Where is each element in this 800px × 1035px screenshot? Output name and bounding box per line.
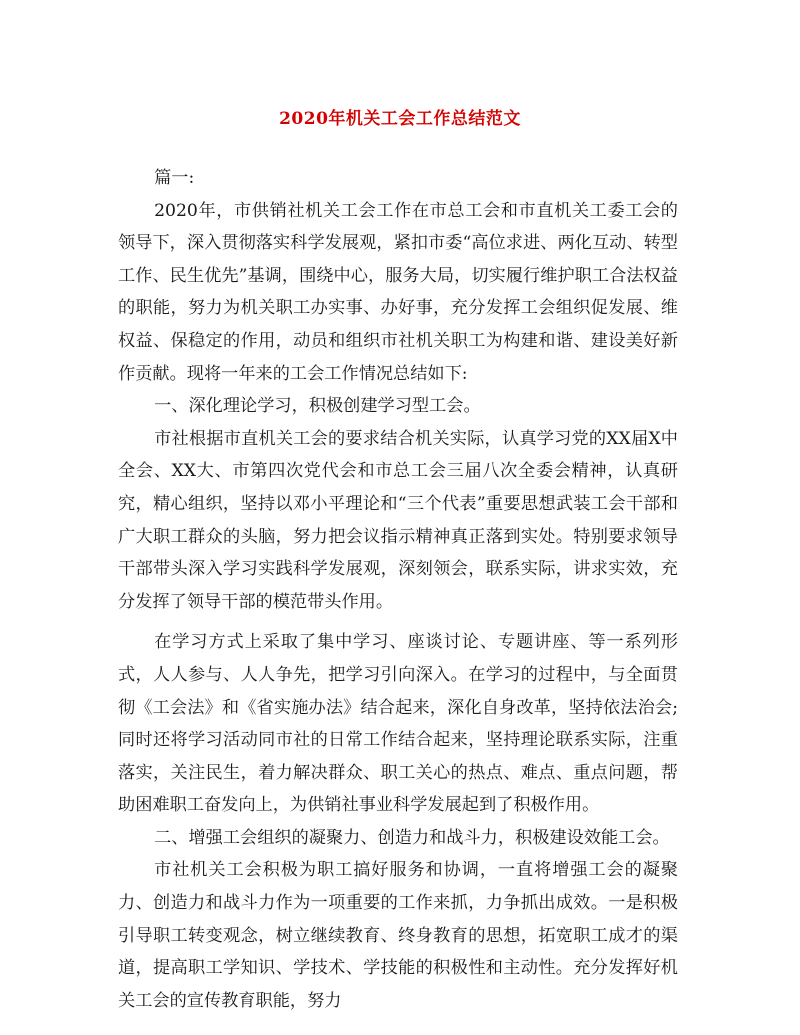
- paragraph-section-label: 篇一:: [154, 168, 195, 188]
- document-title: 2020年机关工会工作总结范文: [279, 109, 521, 129]
- document-body: [118, 162, 678, 1017]
- paragraph-intro: 2020年，市供销社机关工会工作在市总工会和市直机关工委工会的领导下，深入贯彻落实科学发展观，紧扣市委“高位求进、两化互动、转型工作、民生优先”基调，围绕中心，服务大局，切实履行维护职工合法权益的职能，努力为机关职工办实事、办好事，充分发挥工会组织促发展、维权益、保稳定的作用，动员和组织市社机关职工为构建和谐、建设美好新作贡献。现将一年来的工会工作情况总结如下:: [118, 200, 678, 384]
- heading-section-1: 一、深化理论学习，积极创建学习型工会。: [154, 396, 481, 417]
- paragraph-section-2-a: 市社机关工会积极为职工搞好服务和协调，一直将增强工会的凝聚力、创造力和战斗力作为一项重要的工作来抓，力争抓出成效。一是积极引导职工转变观念，树立继续教育、终身教育的思想，拓宽职工成才的渠道，提高职工学知识、学技术、学技能的积极性和主动性。充分发挥好机关工会的宣传教育职能，努力: [118, 860, 678, 1011]
- paragraph-section-1-a: 市社根据市直机关工会的要求结合机关实际，认真学习党的XX届X中全会、XX大、市第四次党代会和市总工会三届八次全委会精神，认真研究，精心组织，坚持以邓小平理论和“三个代表”重要思想武装工会干部和广大职工群众的头脑，努力把会议指示精神真正落到实处。特别要求领导干部带头深入学习实践科学发展观，深刻领会，联系实际，讲求实效，充分发挥了领导干部的模范带头作用。: [118, 428, 678, 612]
- heading-section-2: 二、增强工会组织的凝聚力、创造力和战斗力，积极建设效能工会。: [154, 827, 670, 848]
- paragraph-section-1-b: 在学习方式上采取了集中学习、座谈讨论、专题讲座、等一系列形式，人人参与、人人争先，把学习引向深入。在学习的过程中，与全面贯彻《工会法》和《省实施办法》结合起来，深化自身改革，坚持依法治会;同时还将学习活动同市社的日常工作结合起来，坚持理论联系实际，注重落实，关注民生，着力解决群众、职工关心的热点、难点、重点问题，帮助困难职工奋发向上，为供销社事业科学发展起到了积极作用。: [118, 632, 678, 816]
